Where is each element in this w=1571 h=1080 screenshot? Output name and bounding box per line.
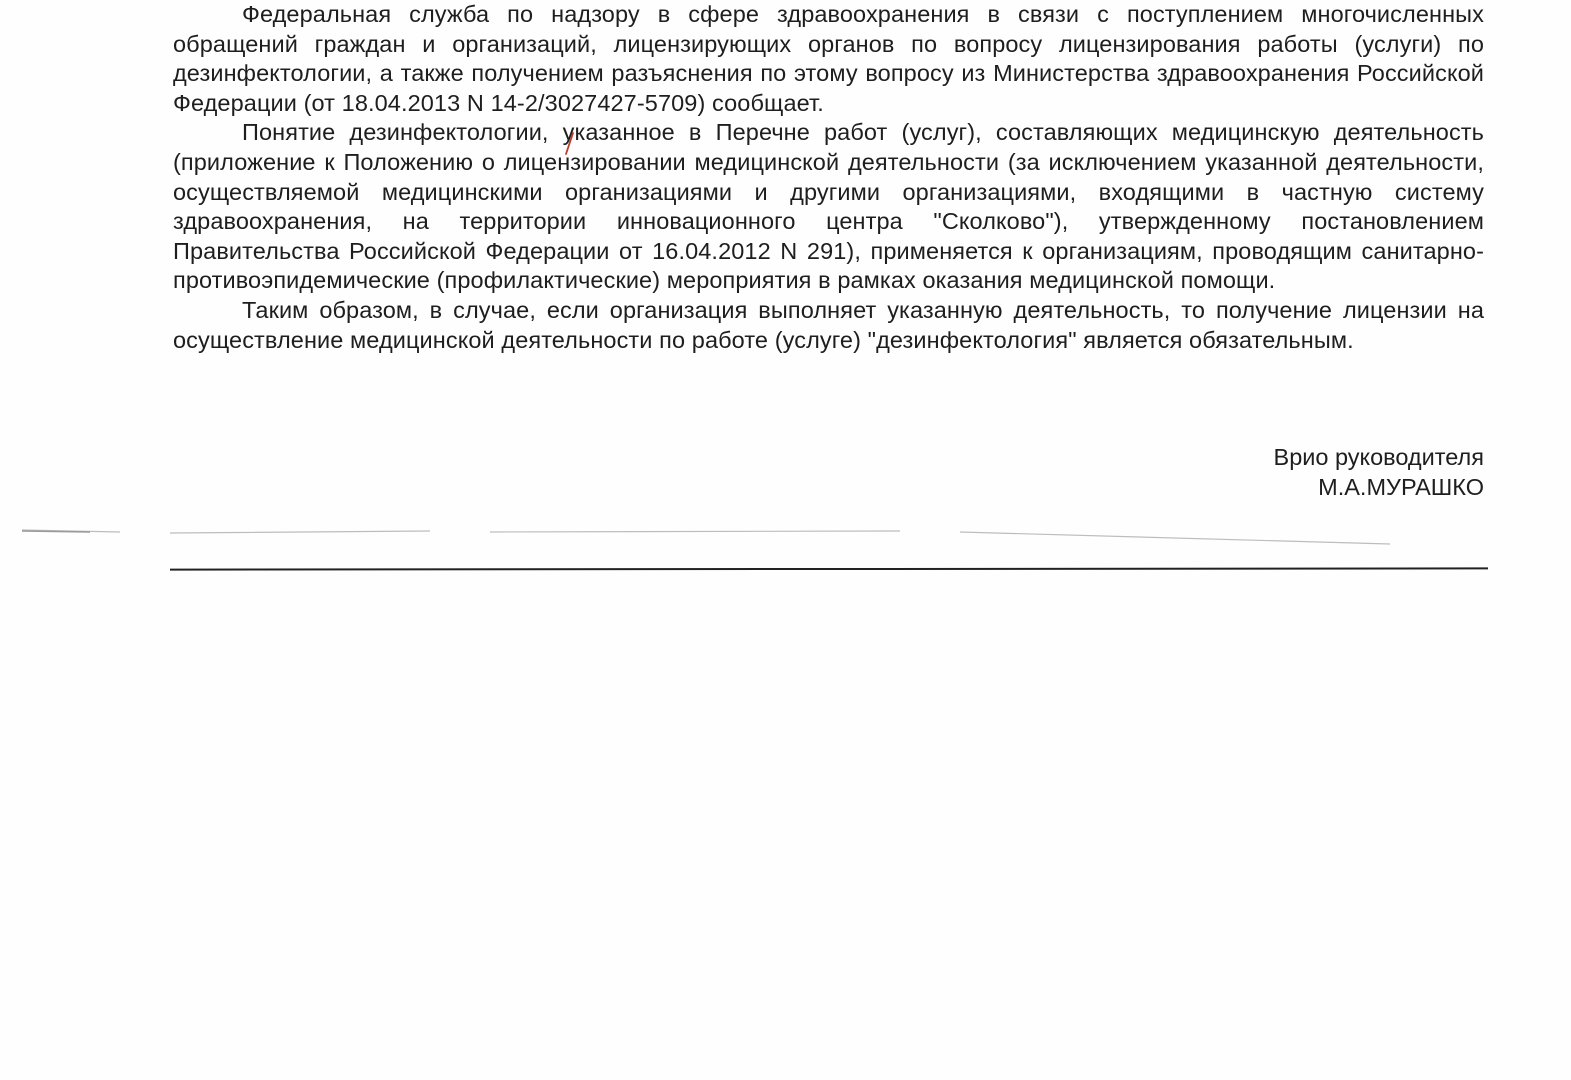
letter-body	[173, 0, 1484, 355]
scan-fold-line	[0, 520, 1571, 560]
paragraph-definition: Понятие дезинфектологии, указанное в Перечне работ (услуг), составляющих медицинскую деятельность (приложение к Положению о лицензировании медицинской деятельности (за исключением указанной деятельности, осуществляемой медицинскими организациями и другими организациями, входящими в частную систему здравоохранения, на территории инновационного центра "Сколково"), утвержденному постановлением Правительства Российской Федерации от 16.04.2012 N 291), применяется к организациям, проводящим санитарно-противоэпидемические (профилактические) мероприятия в рамках оказания медицинской помощи.	[173, 119, 1484, 294]
paragraph-intro: Федеральная служба по надзору в сфере здравоохранения в связи с поступлением многочисленных обращений граждан и организаций, лицензирующих органов по вопросу лицензирования работы (услуги) по дезинфектологии, а также получением разъяснения по этому вопросу из Министерства здравоохранения Российской Федерации (от 18.04.2013 N 14-2/3027427-5709) сообщает.	[173, 1, 1484, 116]
signatory-position: Врио руководителя	[1273, 444, 1484, 470]
horizontal-rule	[170, 567, 1488, 570]
signatory-name: М.А.МУРАШКО	[1318, 474, 1484, 500]
paragraph-conclusion: Таким образом, в случае, если организация выполняет указанную деятельность, то получение лицензии на осуществление медицинской деятельности по работе (услуге) "дезинфектология" является обязательным.	[173, 296, 1484, 353]
signature-block	[1274, 442, 1484, 502]
red-pen-mark-icon	[564, 130, 576, 156]
